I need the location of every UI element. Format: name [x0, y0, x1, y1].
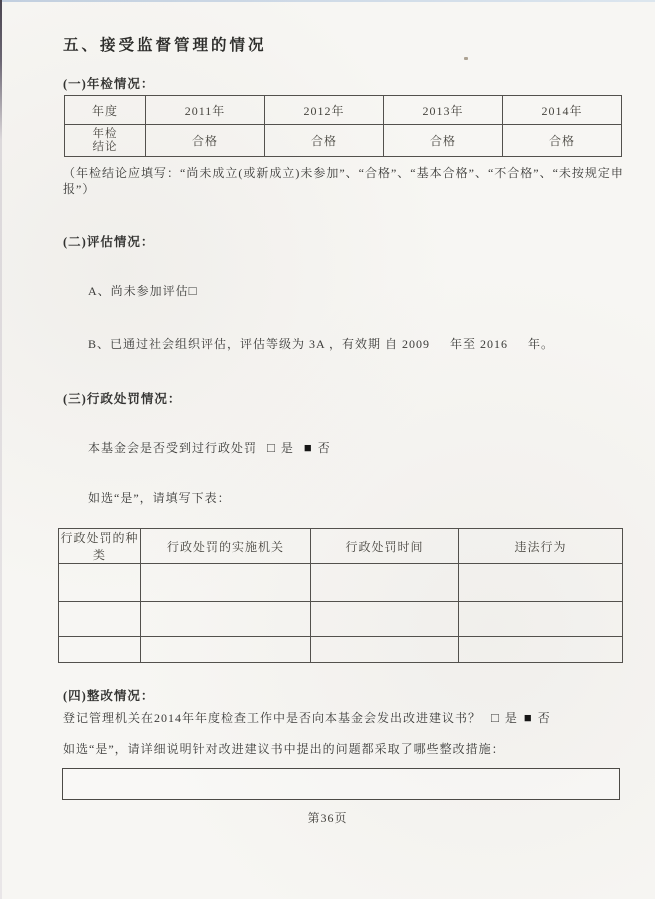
- year-label-cell: 年度: [65, 96, 146, 125]
- annual-inspection-table: [64, 95, 622, 157]
- penalty-table-empty-cell: [141, 602, 311, 637]
- rectification-answer-box: [62, 768, 620, 800]
- penalty-question-line: [88, 440, 331, 456]
- evaluation-option-a: [88, 283, 197, 299]
- penalty-table-empty-cell: [459, 564, 623, 602]
- rectification-no-label: 否: [537, 711, 551, 725]
- result-cell: 合格: [265, 125, 384, 157]
- penalty-violation-header: 违法行为: [459, 529, 623, 564]
- penalty-time-header: 行政处罚时间: [311, 529, 459, 564]
- rectification-no-checkbox-icon: ■: [523, 710, 532, 725]
- year-cell: 2013年: [384, 96, 503, 125]
- penalty-question-text: 本基金会是否受到过行政处罚: [88, 441, 258, 455]
- year-cell: 2014年: [503, 96, 622, 125]
- penalty-agency-header: 行政处罚的实施机关: [141, 529, 311, 564]
- scan-edge-top: [0, 0, 655, 2]
- penalty-table-empty-cell: [459, 602, 623, 637]
- year-cell: 2011年: [146, 96, 265, 125]
- result-label-line2: 结论: [92, 140, 118, 153]
- table-row: [59, 637, 623, 663]
- penalty-table-empty-cell: [59, 637, 141, 663]
- section-1-heading: (一)年检情况：: [63, 77, 155, 91]
- penalty-table-empty-cell: [59, 602, 141, 637]
- result-label-line1: 年检: [92, 127, 118, 140]
- penalty-table-empty-cell: [141, 564, 311, 602]
- result-cell: 合格: [384, 125, 503, 157]
- section-3-heading: (三)行政处罚情况：: [63, 392, 182, 406]
- result-label-cell: [65, 125, 146, 157]
- scan-edge-left: [0, 0, 2, 899]
- penalty-table-empty-cell: [311, 564, 459, 602]
- rectification-yes-checkbox-icon: □: [491, 710, 499, 725]
- penalty-table-empty-cell: [459, 637, 623, 663]
- penalty-no-checkbox-icon: ■: [303, 440, 312, 455]
- result-cell: 合格: [503, 125, 622, 157]
- penalty-table-empty-cell: [59, 564, 141, 602]
- evaluation-a-checkbox-icon: □: [188, 283, 197, 298]
- page-title: 五、接受监督管理的情况: [63, 37, 267, 54]
- rectification-question-text: 登记管理机关在2014年年度检查工作中是否向本基金会发出改进建议书？: [63, 711, 482, 725]
- penalty-no-label: 否: [317, 441, 331, 455]
- table-row: [65, 125, 622, 157]
- penalty-table-empty-cell: [141, 637, 311, 663]
- table-row: [65, 96, 622, 125]
- penalty-yes-label: 是: [280, 441, 294, 455]
- penalty-table-instruction: 如选“是”，请填写下表：: [88, 491, 231, 505]
- evaluation-option-a-label: A、尚未参加评估: [88, 284, 189, 298]
- penalty-table-empty-cell: [311, 637, 459, 663]
- evaluation-option-b: B、已通过社会组织评估，评估等级为 3A ，有效期 自 2009 年至 2016 年。: [88, 337, 555, 351]
- section-4-heading: (四)整改情况：: [63, 689, 155, 703]
- penalty-yes-checkbox-icon: □: [267, 440, 275, 455]
- penalty-table-empty-cell: [311, 602, 459, 637]
- year-cell: 2012年: [265, 96, 384, 125]
- penalty-type-header: 行政处罚的种类: [59, 529, 141, 564]
- table-row: [59, 602, 623, 637]
- page-number: 第36页: [307, 811, 348, 825]
- section-2-heading: (二)评估情况：: [63, 235, 155, 249]
- rectification-question-line: [63, 710, 551, 726]
- scan-speck: [464, 57, 468, 60]
- penalty-table: [58, 528, 623, 663]
- table-row: [59, 564, 623, 602]
- rectification-instruction: 如选“是”，请详细说明针对改进建议书中提出的问题都采取了哪些整改措施：: [63, 742, 505, 756]
- table-header-row: [59, 529, 623, 564]
- annual-inspection-note: （年检结论应填写：“尚未成立(或新成立)未参加”、“合格”、“基本合格”、“不合格”、“未按规定申报”）: [63, 166, 624, 196]
- rectification-yes-label: 是: [504, 711, 518, 725]
- result-cell: 合格: [146, 125, 265, 157]
